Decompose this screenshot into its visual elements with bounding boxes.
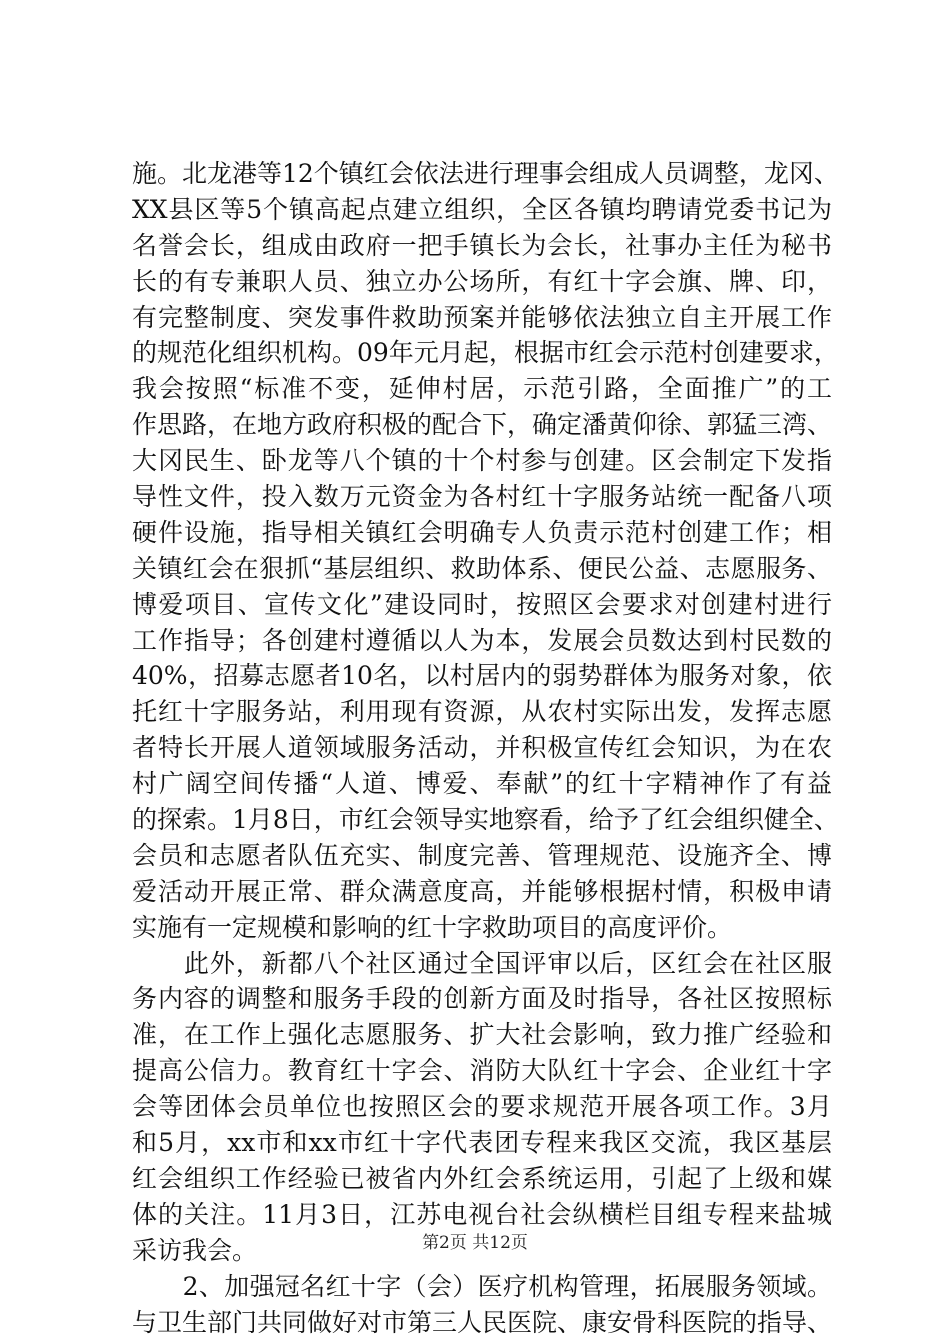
text-line: 40%，招募志愿者10名，以村居内的弱势群体为服务对象，依 [132, 661, 832, 691]
text-line: XX县区等5个镇高起点建立组织，全区各镇均聘请党委书记为 [132, 194, 832, 224]
text-line: 此外，新都八个社区通过全国评审以后，区红会在社区服 [132, 948, 832, 978]
text-line: 关镇红会在狠抓“基层组织、救助体系、便民公益、志愿服务、 [132, 553, 832, 583]
text-line: 会等团体会员单位也按照区会的要求规范开展各项工作。3月 [132, 1092, 832, 1122]
text-line: 实施有一定规模和影响的红十字救助项目的高度评价。 [132, 912, 733, 942]
text-line: 有完整制度、突发事件救助预案并能够依法独立自主开展工作 [132, 302, 832, 332]
text-line: 准，在工作上强化志愿服务、扩大社会影响，致力推广经验和 [132, 1020, 832, 1050]
text-line: 工作指导；各创建村遵循以人为本，发展会员数达到村民数的 [132, 625, 832, 655]
body-text [132, 156, 839, 1340]
text-line: 者特长开展人道领域服务活动，并积极宣传红会知识，为在农 [132, 733, 832, 763]
text-line: 2、加强冠名红十字（会）医疗机构管理，拓展服务领域。 [132, 1271, 832, 1301]
text-line: 博爱项目、宣传文化”建设同时，按照区会要求对创建村进行 [132, 589, 832, 619]
text-line: 的规范化组织机构。09年元月起，根据市红会示范村创建要求， [132, 338, 839, 368]
text-line: 导性文件，投入数万元资金为各村红十字服务站统一配备八项 [132, 482, 832, 512]
text-line: 村广阔空间传播“人道、博爱、奉献”的红十字精神作了有益 [132, 769, 832, 799]
text-line: 的探索。1月8日，市红会领导实地察看，给予了红会组织健全、 [132, 805, 839, 835]
text-line: 提高公信力。教育红十字会、消防大队红十字会、企业红十字 [132, 1056, 832, 1086]
page-number: 第2页 共12页 [422, 1233, 528, 1253]
text-line: 作思路，在地方政府积极的配合下，确定潘黄仰徐、郭猛三湾、 [132, 410, 833, 440]
text-line: 会员和志愿者队伍充实、制度完善、管理规范、设施齐全、博 [132, 840, 832, 870]
text-line: 我会按照“标准不变，延伸村居，示范引路，全面推广”的工 [132, 374, 832, 404]
text-line: 长的有专兼职人员、独立办公场所，有红十字会旗、牌、印， [132, 266, 832, 296]
text-line: 和5月，xx市和xx市红十字代表团专程来我区交流，我区基层 [132, 1128, 832, 1158]
text-line: 托红十字服务站，利用现有资源，从农村实际出发，发挥志愿 [132, 697, 832, 727]
text-line: 红会组织工作经验已被省内外红会系统运用，引起了上级和媒 [132, 1163, 832, 1193]
text-line: 体的关注。11月3日，江苏电视台社会纵横栏目组专程来盐城 [132, 1199, 832, 1229]
text-line: 施。北龙港等12个镇红会依法进行理事会组成人员调整，龙冈、 [132, 159, 839, 188]
text-line: 名誉会长，组成由政府一把手镇长为会长，社事办主任为秘书 [132, 230, 832, 260]
text-line: 爱活动开展正常、群众满意度高，并能够根据村情，积极申请 [132, 876, 832, 906]
text-line: 采访我会。 [132, 1235, 258, 1265]
text-line: 与卫生部门共同做好对市第三人民医院、康安骨科医院的指导、 [132, 1307, 833, 1337]
text-line: 大冈民生、卧龙等八个镇的十个村参与创建。区会制定下发指 [132, 446, 832, 476]
text-line: 硬件设施，指导相关镇红会明确专人负责示范村创建工作；相 [132, 517, 832, 547]
text-line: 务内容的调整和服务手段的创新方面及时指导，各社区按照标 [132, 984, 832, 1014]
